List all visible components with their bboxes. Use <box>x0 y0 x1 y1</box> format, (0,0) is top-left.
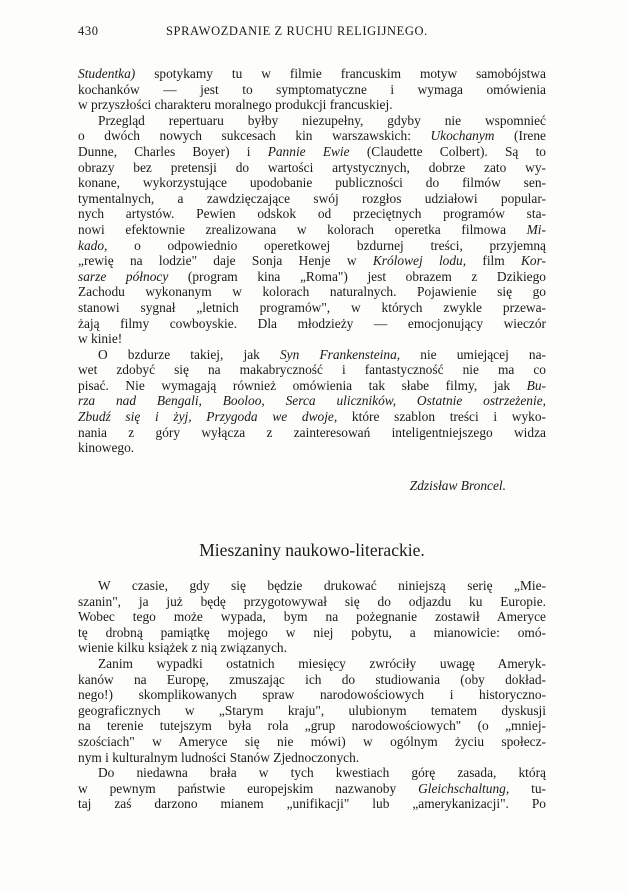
text-run: W czasie, gdy się będzie drukować niniejszą serię „Mie- <box>98 578 546 593</box>
text-line <box>78 222 546 238</box>
text-run: tę drobną pamiątkę mojego w niej pobytu, a mianowicie: omó- <box>78 624 546 640</box>
italic-title: Studentka) <box>78 66 136 81</box>
text-line <box>78 625 546 641</box>
italic-title: Ukochanym <box>430 128 495 144</box>
text-run: pisać. Nie wymagają również omówienia tak słabe filmy, jak <box>78 377 527 393</box>
text-run: w pewnym państwie europejskim nazwanoby <box>78 780 419 796</box>
section-title: Mieszaniny naukowo-literackie. <box>199 540 425 560</box>
text-line <box>78 97 546 113</box>
text-line <box>78 718 546 734</box>
text-run: nowi efektownie zrealizowana w kolorach operetka filmowa <box>78 221 527 237</box>
text-line <box>78 409 546 425</box>
text-run: szanin", ja już będę przygotowywał się do odjazdu ku Europie. <box>78 593 546 609</box>
italic-title: Mi- <box>526 221 546 237</box>
text-line <box>78 378 546 394</box>
italic-title: rza nad Bengali, Booloo, Serca uliczników, Ostatnie ostrzeżenie, <box>78 393 546 409</box>
text-line <box>78 672 546 688</box>
text-run: kochanków — jest to symptomatyczne i wymaga omówienia <box>78 81 546 97</box>
text-run: Dunne, Charles Boyer) i <box>78 143 268 159</box>
text-line <box>78 128 546 144</box>
text-line <box>78 191 546 207</box>
text-line <box>78 765 546 781</box>
text-line <box>78 284 546 300</box>
text-line <box>78 750 546 766</box>
text-run: żają filmy cowboyskie. Dla młodzieży — emocjonujący wieczór <box>78 315 546 331</box>
text-run: Do niedawna brała w tych kwestiach górę zasada, którą <box>98 765 546 781</box>
text-line <box>78 781 546 797</box>
text-run: w przyszłości charakteru moralnego produkcji francuskiej. <box>78 97 393 113</box>
text-line <box>78 656 546 672</box>
text-run: geograficznych w „Starym kraju", ulubionym tematem dyskusji <box>78 702 546 718</box>
text-line <box>78 82 546 98</box>
text-run: konane, wykorzystujące upodobanie publiczności do filmów sen- <box>78 175 546 191</box>
italic-title: Pannie Ewie <box>267 143 350 159</box>
text-run: kanów na Europę, zmuszając ich do studiowania (oby dokład- <box>78 671 546 687</box>
text-run: na terenie tutejszym była rola „grup narodowościowych" (o „mniej- <box>78 718 546 734</box>
text-line <box>78 425 546 441</box>
text-run: tymentalnych, a zawdzięczające swój rozgłos udziałowi popular- <box>78 190 546 206</box>
text-run: wienie kilku książek z nią związanych. <box>78 640 287 656</box>
text-run: „rewię na lodzie" daje Sonja Henje w <box>78 253 373 269</box>
text-line <box>78 578 546 594</box>
text-run: obrazy bez pretensji do wartości artystycznych, dobrze zato wy- <box>78 159 546 175</box>
text-run: nym i kulturalnym ludności Stanów Zjednoczonych. <box>78 749 360 765</box>
text-line <box>78 113 546 129</box>
text-line <box>78 796 546 812</box>
text-line <box>78 331 546 347</box>
italic-title: Syn Frankensteina, <box>279 346 401 362</box>
text-run: nego!) skomplikowanych spraw narodowościowych i historyczno- <box>78 687 546 703</box>
text-line <box>78 640 546 656</box>
text-run: Zanim wypadki ostatnich miesięcy zwróciły uwagę Ameryk- <box>98 655 546 671</box>
text-run: film <box>466 253 521 269</box>
text-run: nych artystów. Pewien odskok od przeciętnych programów sta- <box>78 206 546 222</box>
text-run: O bzdurze takiej, jak <box>98 346 280 362</box>
text-run: Wobec tego może wypada, bym na pożegnanie zostawił Ameryce <box>78 609 546 625</box>
text-run: nie umiejącej na- <box>400 346 547 362</box>
text-run: spotykamy tu w filmie francuskim motyw samobójstwa <box>135 66 546 81</box>
text-run: stanowi sygnał „letnich programów", w których zwykle przewa- <box>78 299 546 315</box>
text-line <box>78 440 546 456</box>
article-body-film-review <box>78 66 546 456</box>
italic-title: Kor- <box>520 253 546 269</box>
italic-title: kado, <box>78 237 108 253</box>
text-run: (Claudette Colbert). Są to <box>349 143 546 159</box>
italic-title: Królowej lodu, <box>372 253 467 269</box>
text-run: o odpowiednio operetkowej bzdurnej treści, przyjemną <box>107 237 546 253</box>
text-line <box>78 734 546 750</box>
text-run: kinowego. <box>78 440 135 456</box>
text-run: nania z góry wyłącza z zainteresowań inteligentniejszego widza <box>78 424 546 440</box>
text-run: które szablon treści i wyko- <box>337 409 546 425</box>
text-run: taj zaś darzono mianem „unifikacji" lub „amerykanizacji". Po <box>78 796 546 812</box>
text-line <box>78 238 546 254</box>
italic-title: Zbudź się i żyj, Przygoda we dwoje, <box>78 409 338 425</box>
text-run: w kinie! <box>78 331 123 347</box>
text-run: Przegląd repertuaru byłby niezupełny, gdyby nie wspomnieć <box>98 112 546 128</box>
text-line <box>78 144 546 160</box>
text-line <box>78 393 546 409</box>
text-line <box>78 253 546 269</box>
text-line <box>78 316 546 332</box>
page-header <box>78 24 546 44</box>
text-line <box>78 66 546 82</box>
text-line <box>78 347 546 363</box>
italic-title: Gleichschaltung, <box>418 780 510 796</box>
text-run: (Irene <box>494 128 546 144</box>
text-line <box>78 609 546 625</box>
text-line <box>78 160 546 176</box>
text-line <box>78 300 546 316</box>
article-body-mieszaniny <box>78 578 546 812</box>
text-run: o dwóch nowych sukcesach kin warszawskich: <box>78 128 431 144</box>
text-line <box>78 362 546 378</box>
italic-title: sarze północy <box>78 268 169 284</box>
text-line <box>78 269 546 285</box>
text-line <box>78 175 546 191</box>
text-line <box>78 703 546 719</box>
text-line <box>78 594 546 610</box>
text-run: wet zdobyć się na makabryczność i fantastyczność nie ma co <box>78 362 546 378</box>
page-number: 430 <box>78 24 99 38</box>
text-run: (program kina „Roma") jest obrazem z Dzikiego <box>168 268 546 284</box>
text-line <box>78 206 546 222</box>
text-run: szościach" w Ameryce się nie mówi) w ogólnym życiu społecz- <box>78 733 546 749</box>
text-line <box>78 687 546 703</box>
author-signature: Zdzisław Broncel. <box>409 478 506 493</box>
italic-title: Bu- <box>526 377 546 393</box>
text-run: tu- <box>509 780 546 796</box>
text-run: Zachodu wykonanym w kolorach naturalnych. Pojawienie się go <box>78 284 546 300</box>
running-title: SPRAWOZDANIE Z RUCHU RELIGIJNEGO. <box>166 24 428 38</box>
